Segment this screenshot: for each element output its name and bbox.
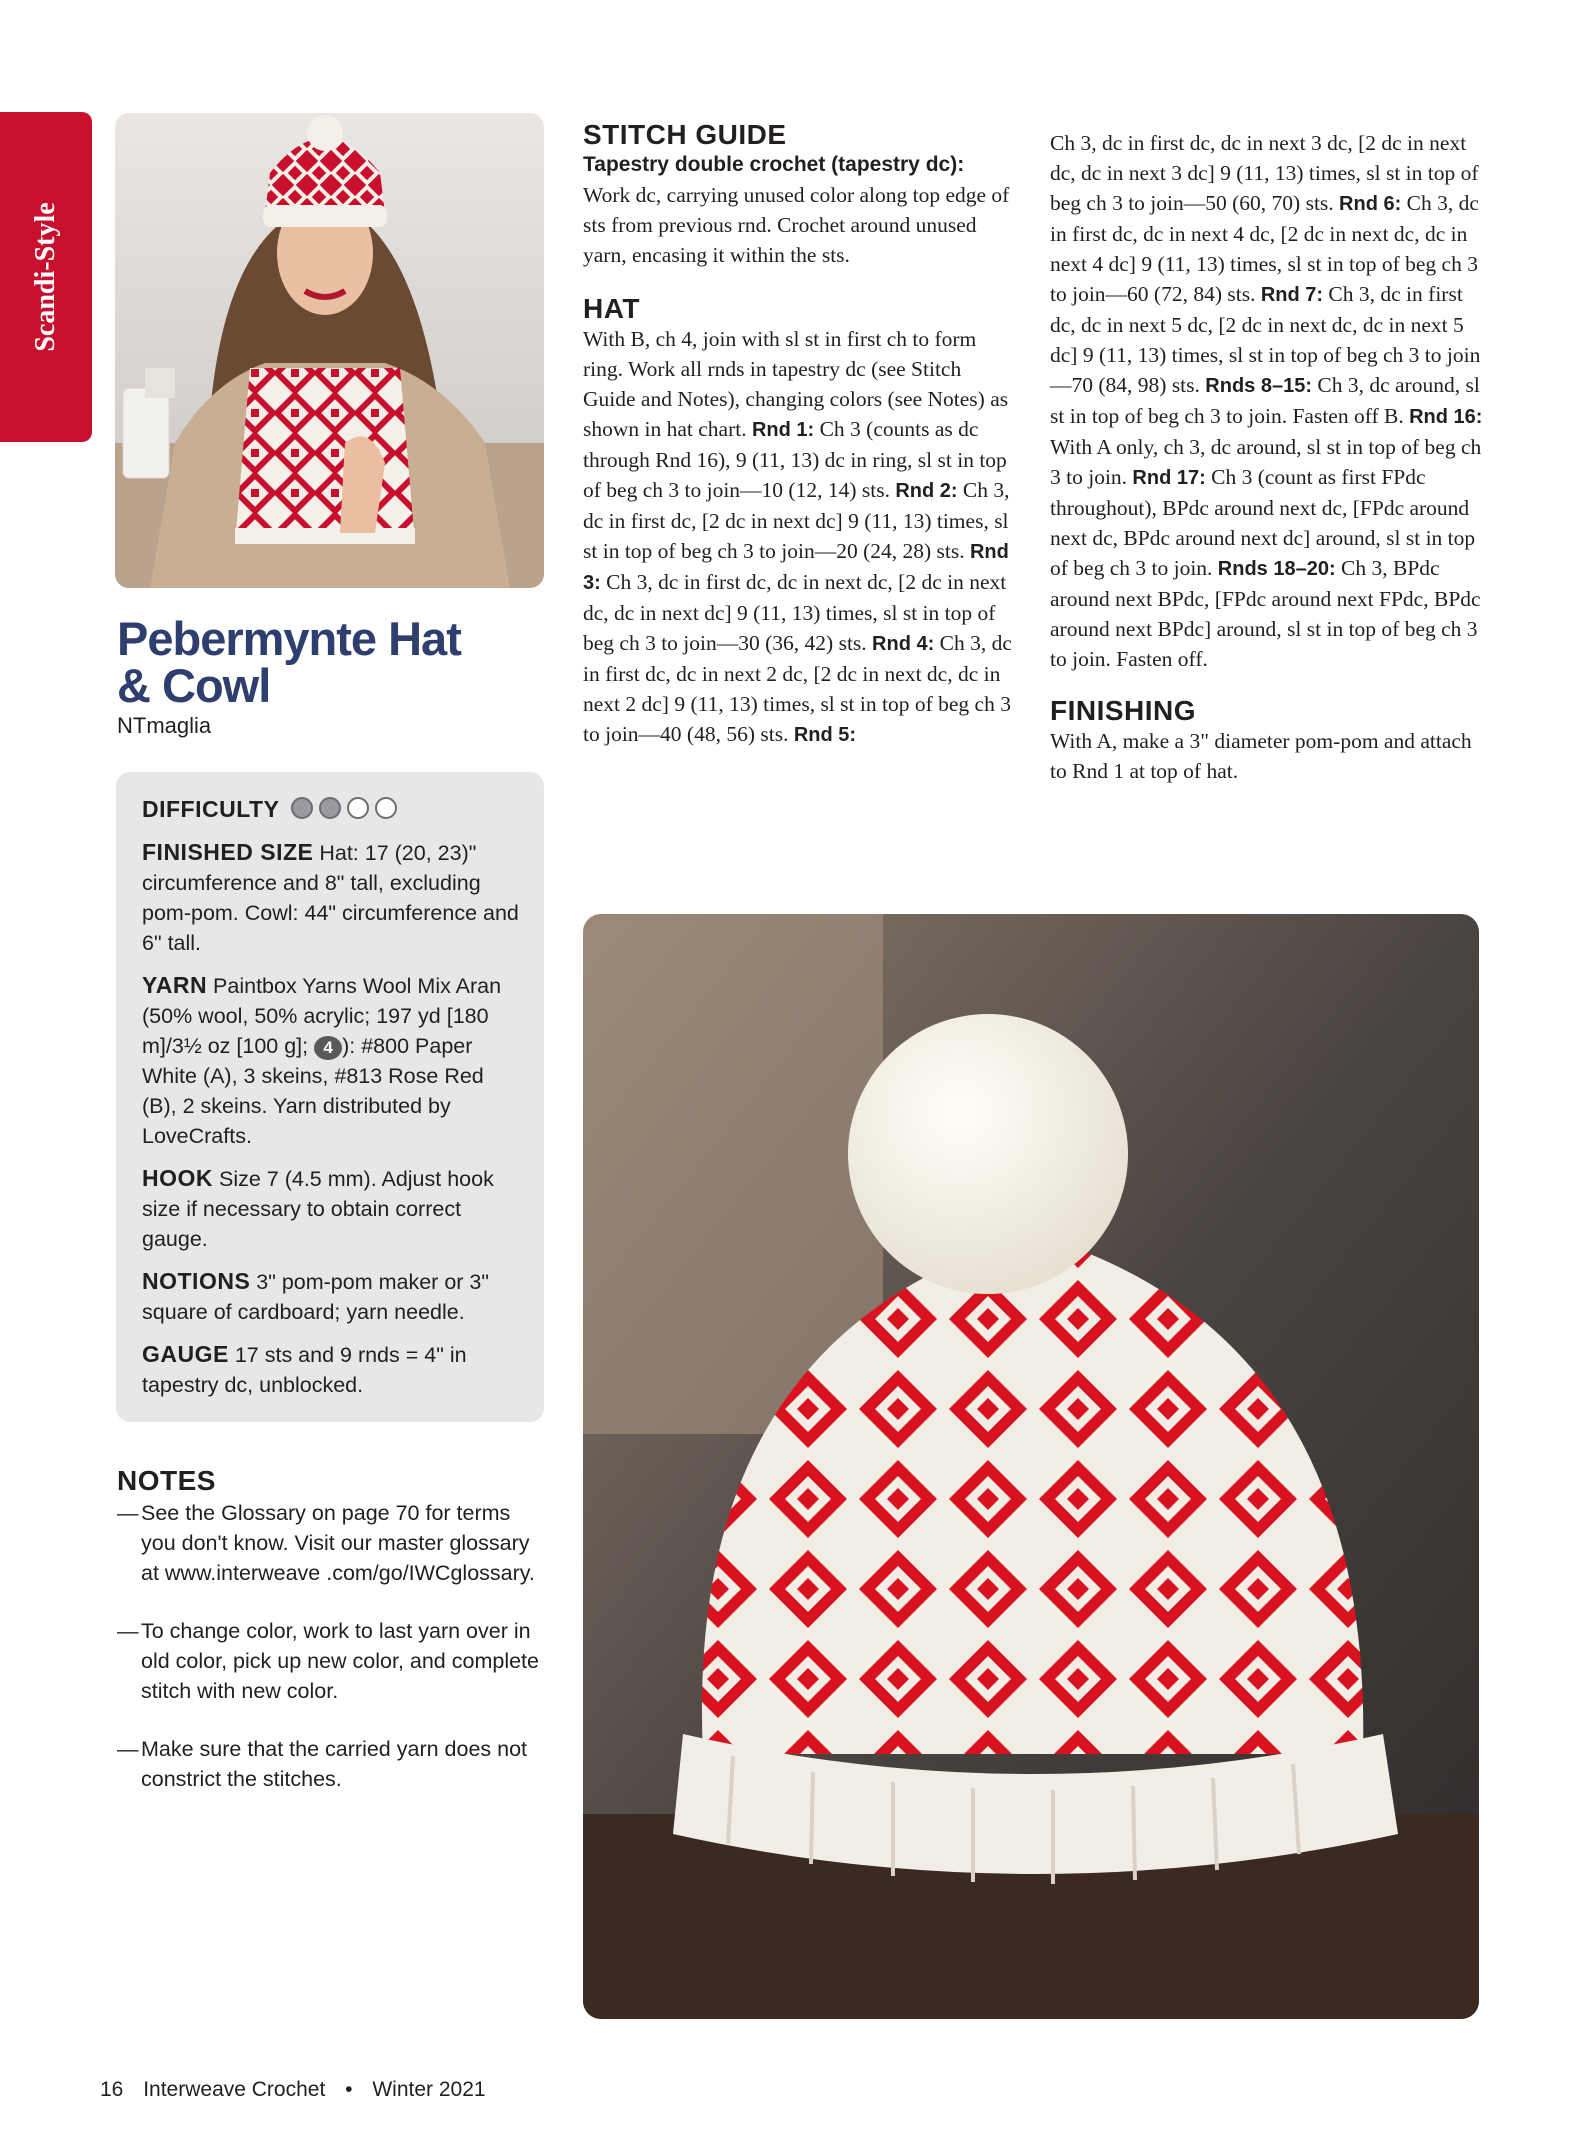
note-dash: — [117,1737,139,1761]
yarn-weight-icon: 4 [314,1036,342,1060]
stitch-guide-heading: STITCH GUIDE [583,119,787,150]
note-dash: — [117,1501,139,1525]
round-text: Ch 3, dc in first dc, dc in next 3 dc, [2 dc in next dc, dc in next 3 dc] 9 (11, 13) times, sl st in top of beg ch 3 to join—50 (60, 70) sts. [1050,131,1479,215]
note-text: To change color, work to last yarn over in old color, pick up new color, and complete stitch with new color. [141,1619,539,1703]
round-text: Ch 3, BPdc around next BPdc, [FPdc around next FPdc, BPdc around next BPdc] around, sl st in top of beg ch 3 to join. Fasten off. [1050,556,1481,671]
model-photo-image [115,113,544,588]
notes-heading: NOTES [117,1465,216,1496]
round-text: Ch 3, dc in first dc, dc in next 4 dc, [2 dc in next dc, dc in next 4 dc] 9 (11, 13) times, sl st in top of beg ch 3 to join—60 (72, 84) sts. [1050,191,1479,306]
footer-separator: • [345,2078,353,2101]
round-label: Rnd 17: [1132,467,1206,489]
difficulty-dot-2 [319,797,341,819]
round-text: With A only, ch 3, dc around, sl st in top of beg ch 3 to join. [1050,435,1482,489]
stitch-guide-term: Tapestry double crochet (tapestry dc): [583,153,965,176]
section-tab-label: Scandi-Style [30,202,61,352]
pattern-title [117,612,461,712]
yarn-label: YARN [142,972,208,998]
right-column [1050,128,1490,786]
hat-photo-image [583,914,1479,2019]
hat-body [583,324,1013,750]
difficulty-dot-4 [375,797,397,819]
title-line-2: & Cowl [117,659,271,712]
hat-body-continued [1050,128,1490,674]
round-label: Rnd 6: [1339,193,1402,215]
round-label: Rnds 8–15: [1205,375,1312,397]
round-label: Rnd 4: [872,633,935,655]
finished-size-label: FINISHED SIZE [142,839,314,865]
hook-row [142,1163,524,1254]
yarn-row [142,970,524,1151]
gauge-label: GAUGE [142,1341,229,1367]
finished-size-row [142,837,524,958]
round-text: Ch 3, dc in first dc, dc in next dc, [2 dc in next dc, dc in next dc] 9 (11, 13) times, sl st in top of beg ch 3 to join—30 (36, 42) sts. [583,570,1007,655]
pattern-info-box [116,772,544,1422]
model-photo [115,113,544,588]
title-line-1: Pebermynte Hat [117,612,461,665]
yarn-text-1: Paintbox Yarns Wool Mix Aran (50% wool, 50% acrylic; 197 yd [180 m]/3½ oz [100 g]; [142,974,502,1058]
hook-text: Size 7 (4.5 mm). Adjust hook size if necessary to obtain correct gauge. [142,1167,494,1251]
round-text: Ch 3, dc in first dc, dc in next 5 dc, [2 dc in next dc, dc in next 5 dc] 9 (11, 13) times, sl st in top of beg ch 3 to join—70 (84, 98) sts. [1050,282,1481,397]
designer-name: NTmaglia [117,713,212,738]
note-dash: — [117,1619,139,1643]
notions-text: 3" pom-pom maker or 3" square of cardboard; yarn needle. [142,1270,489,1324]
round-text: Ch 3 (counts as dc through Rnd 16), 9 (11, 13) dc in ring, sl st in top of beg ch 3 to join—10 (12, 14) sts. [583,417,1007,502]
notions-label: NOTIONS [142,1268,251,1294]
note-item [117,1498,547,1588]
gauge-text: 17 sts and 9 rnds = 4" in tapestry dc, unblocked. [142,1343,467,1397]
gauge-row [142,1339,524,1400]
difficulty-rating [285,798,397,822]
round-text: Ch 3, dc in first dc, [2 dc in next dc] 9 (11, 13) times, sl st in top of beg ch 3 to join—20 (24, 28) sts. [583,478,1010,563]
difficulty-row [142,794,524,825]
page-number: 16 [100,2078,124,2101]
round-label: Rnd 16: [1409,406,1483,428]
stitch-guide-text: Work dc, carrying unused color along top edge of sts from previous rnd. Crochet around unused yarn, encasing it within the sts. [583,183,1010,267]
hat-intro: With B, ch 4, join with sl st in first ch to form ring. Work all rnds in tapestry dc (see Stitch Guide and Notes), changing colors (see Notes) as shown in hat chart. [583,327,1009,441]
difficulty-dot-3 [347,797,369,819]
hook-label: HOOK [142,1165,213,1191]
round-label: Rnd 5: [793,724,857,746]
round-label: Rnds 18–20: [1217,558,1336,580]
round-label: Rnd 2: [895,480,958,502]
note-text: Make sure that the carried yarn does not constrict the stitches. [141,1737,528,1791]
round-text: Ch 3, dc in first dc, dc in next 2 dc, [2 dc in next dc, dc in next 2 dc] 9 (11, 13) times, sl st in top of beg ch 3 to join—40 (48, 56) sts. [583,631,1012,746]
notions-row [142,1266,524,1327]
round-text: Ch 3 (count as first FPdc throughout), BPdc around next dc, [FPdc around next dc, BPdc around next dc] around, sl st in top of beg ch 3 to join. [1050,465,1476,580]
finishing-heading: FINISHING [1050,695,1197,726]
magazine-name: Interweave Crochet [143,2078,326,2101]
round-label: Rnd 3: [583,541,1009,594]
difficulty-label: DIFFICULTY [142,796,280,822]
page-footer [100,2078,500,2102]
difficulty-dot-1 [291,797,313,819]
hat-photo [583,914,1479,2019]
note-item [117,1734,547,1794]
note-item [117,1616,547,1706]
note-text: See the Glossary on page 70 for terms you don't know. Visit our master glossary at www.interweave .com/go/IWCglossary. [141,1501,535,1585]
middle-column [583,120,1013,750]
finished-size-text: Hat: 17 (20, 23)" circumference and 8" tall, excluding pom-pom. Cowl: 44" circumference and 6" tall. [142,841,519,955]
yarn-text-2: ): #800 Paper White (A), 3 skeins, #813 Rose Red (B), 2 skeins. Yarn distributed by LoveCrafts. [142,1034,484,1148]
notes-section [117,1466,547,1822]
issue-name: Winter 2021 [372,2078,486,2101]
round-label: Rnd 1: [751,419,815,441]
round-label: Rnd 7: [1260,284,1324,306]
hat-heading: HAT [583,293,640,324]
finishing-text: With A, make a 3" diameter pom-pom and attach to Rnd 1 at top of hat. [1050,729,1472,783]
round-text: Ch 3, dc around, sl st in top of beg ch 3 to join. Fasten off B. [1050,373,1480,428]
